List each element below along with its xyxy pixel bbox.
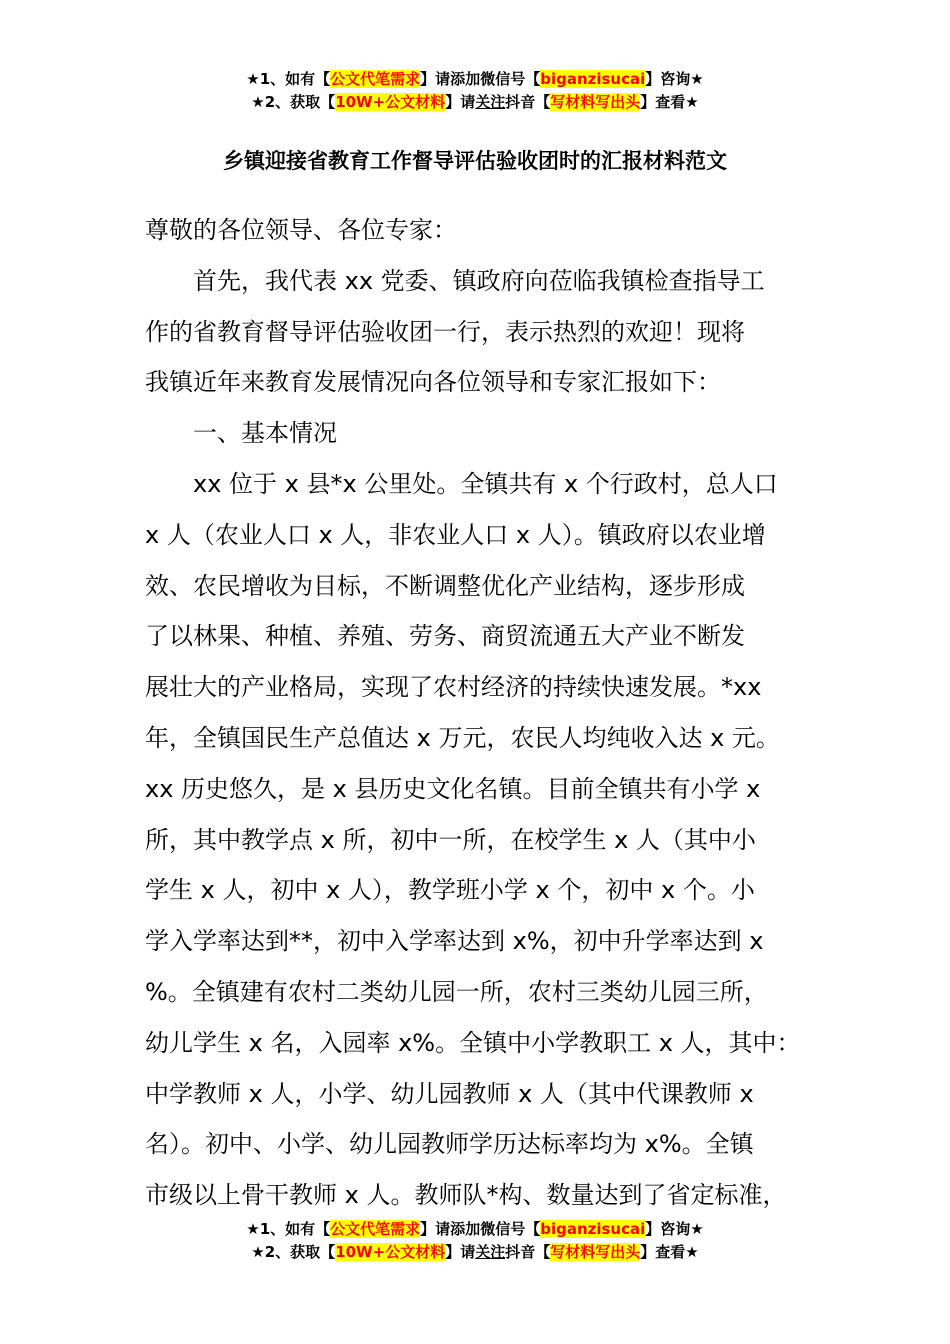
banner-text: 】请添 xyxy=(420,70,466,88)
banner-text: 】查看★ xyxy=(640,1243,699,1261)
banner-text: 微信号【 xyxy=(480,1220,541,1238)
banner-highlight: 10W+公文材料 xyxy=(335,1243,446,1261)
section-heading: 一、基本情况 xyxy=(193,419,337,448)
footer-banner xyxy=(0,1218,950,1264)
paragraph-line: 展壮大的产业格局，实现了农村经济的持续快速发展。*xx xyxy=(145,673,762,702)
banner-text: ★1、如有【 xyxy=(246,70,331,88)
banner-emphasis: 加 xyxy=(465,1220,481,1238)
header-banner xyxy=(0,68,950,114)
banner-text: ★1、如有【 xyxy=(246,1220,331,1238)
paragraph-line: 首先，我代表 xx 党委、镇政府向莅临我镇检查指导工 xyxy=(193,266,765,295)
paragraph-line: xx 位于 x 县*x 公里处。全镇共有 x 个行政村，总人口 xyxy=(193,469,778,498)
paragraph-line: 了以林果、种植、养殖、劳务、商贸流通五大产业不断发 xyxy=(145,622,745,651)
banner-text: 】请 xyxy=(445,93,476,111)
salutation: 尊敬的各位领导、各位专家： xyxy=(145,216,457,244)
banner-text: ★2、获取【 xyxy=(251,1243,336,1261)
banner-text: 】请添 xyxy=(420,1220,466,1238)
banner-text: ★2、获取【 xyxy=(251,93,336,111)
banner-line-1 xyxy=(0,68,950,91)
banner-highlight: 10W+公文材料 xyxy=(335,93,446,111)
banner-highlight: 公文代笔需求 xyxy=(330,1220,421,1238)
paragraph-line: x 人（农业人口 x 人，非农业人口 x 人）。镇政府以农业增 xyxy=(145,520,766,549)
paragraph-line: 年，全镇国民生产总值达 x 万元，农民人均纯收入达 x 元。 xyxy=(145,723,780,752)
banner-emphasis: 关注 xyxy=(475,1243,506,1261)
paragraph-line: 幼儿学生 x 名，入园率 x%。全镇中小学教职工 x 人，其中： xyxy=(145,1028,801,1057)
banner-text: 微信号【 xyxy=(480,70,541,88)
paragraph-line: 效、农民增收为目标，不断调整优化产业结构，逐步形成 xyxy=(145,571,745,600)
banner-highlight: biganzisucai xyxy=(540,70,646,88)
paragraph-line: 中学教师 x 人，小学、幼儿园教师 x 人（其中代课教师 x xyxy=(145,1079,754,1108)
paragraph-line: 学入学率达到**，初中入学率达到 x%，初中升学率达到 x xyxy=(145,927,764,956)
paragraph-line: 我镇近年来教育发展情况向各位领导和专家汇报如下： xyxy=(145,368,721,397)
banner-highlight: biganzisucai xyxy=(540,1220,646,1238)
paragraph-line: %。全镇建有农村二类幼儿园一所，农村三类幼儿园三所， xyxy=(145,977,768,1006)
banner-text: 抖音【 xyxy=(505,1243,551,1261)
paragraph-line: 市级以上骨干教师 x 人。教师队*构、数量达到了省定标准， xyxy=(145,1181,787,1210)
banner-text: 】咨询★ xyxy=(645,70,704,88)
paragraph-line: 学生 x 人，初中 x 人），教学班小学 x 个，初中 x 个。小 xyxy=(145,876,755,905)
banner-line-2 xyxy=(0,1241,950,1264)
banner-text: 】查看★ xyxy=(640,93,699,111)
banner-highlight: 写材料写出头 xyxy=(550,93,641,111)
banner-text: 】咨询★ xyxy=(645,1220,704,1238)
banner-line-1 xyxy=(0,1218,950,1241)
paragraph-line: 作的省教育督导评估验收团一行，表示热烈的欢迎！现将 xyxy=(145,317,745,346)
paragraph-line: xx 历史悠久，是 x 县历史文化名镇。目前全镇共有小学 x xyxy=(145,774,761,803)
banner-highlight: 写材料写出头 xyxy=(550,1243,641,1261)
banner-emphasis: 加 xyxy=(465,70,481,88)
banner-text: 】请 xyxy=(445,1243,476,1261)
paragraph-line: 名）。初中、小学、幼儿园教师学历达标率均为 x%。全镇 xyxy=(145,1130,754,1159)
document-body xyxy=(145,205,820,1221)
banner-text: 抖音【 xyxy=(505,93,551,111)
banner-line-2 xyxy=(0,91,950,114)
banner-emphasis: 关注 xyxy=(475,93,506,111)
document-title: 乡镇迎接省教育工作督导评估验收团时的汇报材料范文 xyxy=(223,149,727,173)
banner-highlight: 公文代笔需求 xyxy=(330,70,421,88)
paragraph-line: 所，其中教学点 x 所，初中一所，在校学生 x 人（其中小 xyxy=(145,825,756,854)
